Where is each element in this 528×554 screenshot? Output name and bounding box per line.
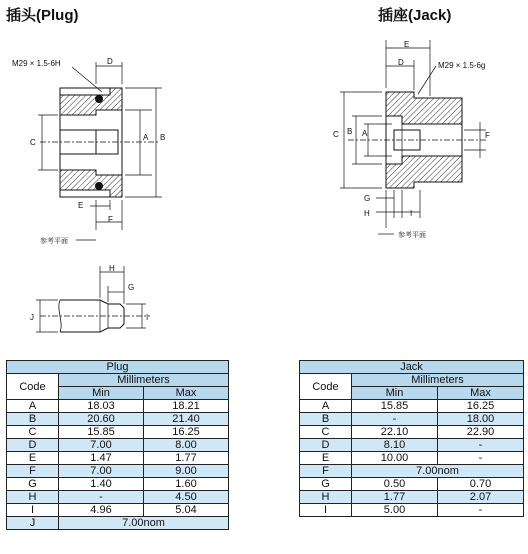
plug-row-min: 1.40	[59, 478, 144, 491]
jack-row-max: 0.70	[438, 478, 524, 491]
jack-row-min: 0.50	[352, 478, 438, 491]
jack-table-row	[300, 491, 524, 504]
jack-row-code: D	[300, 439, 352, 452]
plug-table-row	[7, 478, 229, 491]
jack-dim-c: C	[333, 130, 339, 139]
plug-table-row	[7, 439, 229, 452]
jack-table-caption: Jack	[300, 361, 524, 374]
jack-row-code: I	[300, 504, 352, 517]
jack-dim-h: H	[364, 209, 370, 218]
plug-row-code: D	[7, 439, 59, 452]
plug-row-max: 9.00	[144, 465, 229, 478]
jack-max-header: Max	[438, 387, 524, 400]
plug-table-row	[7, 465, 229, 478]
jack-row-max: -	[438, 504, 524, 517]
plug-row-code: G	[7, 478, 59, 491]
jack-min-header: Min	[352, 387, 438, 400]
plug-row-min: 20.60	[59, 413, 144, 426]
jack-table-row	[300, 452, 524, 465]
jack-row-value: 7.00nom	[352, 465, 524, 478]
jack-dim-d: D	[398, 58, 404, 67]
jack-dimension-table	[299, 360, 524, 517]
jack-thread-label: M29 × 1.5-6g	[438, 61, 486, 70]
plug-dim-a: A	[143, 133, 149, 142]
plug-row-code: I	[7, 504, 59, 517]
plug-row-max: 1.77	[144, 452, 229, 465]
jack-row-code: C	[300, 426, 352, 439]
plug-table-row	[7, 426, 229, 439]
plug-row-min: 15.85	[59, 426, 144, 439]
plug-title: 插头(Plug)	[6, 7, 79, 24]
plug-dim-b: B	[160, 133, 166, 142]
plug-min-header: Min	[59, 387, 144, 400]
jack-ref-plane-label: 参考平面	[398, 232, 426, 239]
plug-max-header: Max	[144, 387, 229, 400]
plug-row-code: A	[7, 400, 59, 413]
plug-table-body	[7, 400, 229, 517]
plug-pin-detail-drawing	[30, 264, 150, 332]
jack-row-code: H	[300, 491, 352, 504]
jack-row-max: 22.90	[438, 426, 524, 439]
plug-table-row	[7, 452, 229, 465]
plug-row-max: 5.04	[144, 504, 229, 517]
plug-row-max: 1.60	[144, 478, 229, 491]
plug-section-drawing	[12, 57, 165, 245]
plug-row-min: 18.03	[59, 400, 144, 413]
jack-row-min: -	[352, 413, 438, 426]
jack-table-row	[300, 400, 524, 413]
plug-row-code: C	[7, 426, 59, 439]
plug-table-row	[7, 413, 229, 426]
jack-row-code: G	[300, 478, 352, 491]
jack-table-row	[300, 426, 524, 439]
plug-row-min: 7.00	[59, 465, 144, 478]
plug-unit-header: Millimeters	[59, 374, 229, 387]
plug-row-max: 18.21	[144, 400, 229, 413]
plug-dimension-table	[6, 360, 229, 530]
jack-row-min: 15.85	[352, 400, 438, 413]
plug-ref-plane-label: 参考平面	[40, 238, 68, 245]
jack-dim-a: A	[362, 129, 368, 138]
jack-row-min: 8.10	[352, 439, 438, 452]
plug-dim-j: J	[30, 313, 34, 322]
plug-dim-d: D	[107, 57, 113, 66]
plug-dim-i: I	[146, 313, 149, 322]
plug-dim-g: G	[128, 283, 135, 292]
jack-row-code: E	[300, 452, 352, 465]
jack-row-max: 18.00	[438, 413, 524, 426]
plug-row-max: 4.50	[144, 491, 229, 504]
plug-row-value: 7.00nom	[59, 517, 229, 530]
jack-table-row	[300, 413, 524, 426]
plug-row-min: 7.00	[59, 439, 144, 452]
jack-table-row	[300, 478, 524, 491]
jack-dim-i: I	[410, 209, 413, 218]
jack-code-header: Code	[300, 374, 352, 400]
plug-dim-h: H	[109, 264, 115, 273]
plug-table-row	[7, 504, 229, 517]
jack-row-code: A	[300, 400, 352, 413]
jack-row-max: -	[438, 452, 524, 465]
jack-title: 插座(Jack)	[378, 7, 452, 24]
plug-row-code: B	[7, 413, 59, 426]
plug-table-row	[7, 400, 229, 413]
plug-dim-e: E	[78, 201, 84, 210]
jack-table-body-bottom	[300, 478, 524, 517]
jack-dim-f: F	[485, 131, 490, 140]
plug-dim-c: C	[30, 138, 36, 147]
jack-dim-b: B	[347, 127, 353, 136]
plug-row-min: 1.47	[59, 452, 144, 465]
jack-row-min: 10.00	[352, 452, 438, 465]
jack-table-row	[300, 439, 524, 452]
jack-row-min: 22.10	[352, 426, 438, 439]
jack-row-code: F	[300, 465, 352, 478]
plug-code-header: Code	[7, 374, 59, 400]
jack-row-max: 2.07	[438, 491, 524, 504]
plug-thread-label: M29 × 1.5-6H	[12, 59, 61, 68]
plug-row-max: 8.00	[144, 439, 229, 452]
plug-dim-f: F	[108, 215, 113, 224]
jack-row-code: B	[300, 413, 352, 426]
jack-row-max: -	[438, 439, 524, 452]
jack-unit-header: Millimeters	[352, 374, 524, 387]
jack-row-min: 1.77	[352, 491, 438, 504]
plug-row-code: F	[7, 465, 59, 478]
plug-row-min: 4.96	[59, 504, 144, 517]
jack-table-body-top	[300, 400, 524, 465]
plug-row-code: H	[7, 491, 59, 504]
plug-row-code: J	[7, 517, 59, 530]
jack-section-drawing	[333, 40, 490, 239]
plug-table-caption: Plug	[7, 361, 229, 374]
plug-row-max: 16.25	[144, 426, 229, 439]
plug-row-min: -	[59, 491, 144, 504]
jack-dim-e: E	[404, 40, 410, 49]
plug-row-max: 21.40	[144, 413, 229, 426]
jack-row-min: 5.00	[352, 504, 438, 517]
plug-table-row	[7, 491, 229, 504]
jack-table-row	[300, 504, 524, 517]
jack-dim-g: G	[364, 194, 371, 203]
jack-row-max: 16.25	[438, 400, 524, 413]
plug-row-code: E	[7, 452, 59, 465]
